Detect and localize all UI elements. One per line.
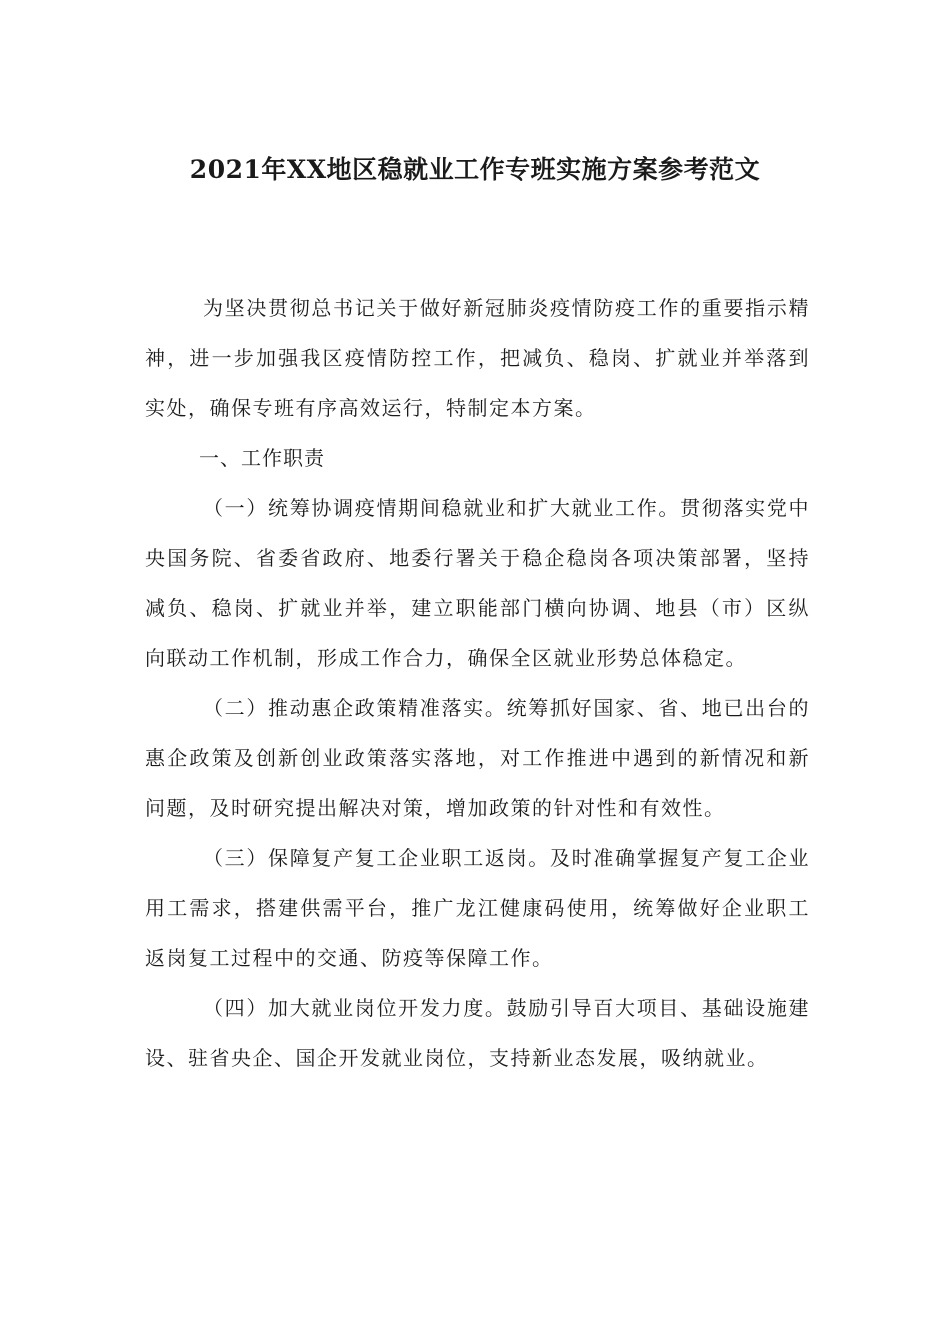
document-body [145, 283, 810, 1083]
intro-paragraph: 为坚决贯彻总书记关于做好新冠肺炎疫情防疫工作的重要指示精神，进一步加强我区疫情防控工作，把减负、稳岗、扩就业并举落到实处，确保专班有序高效运行，特制定本方案。 [145, 296, 810, 420]
duty-paragraph-1: （一）统筹协调疫情期间稳就业和扩大就业工作。贯彻落实党中央国务院、省委省政府、地委行署关于稳企稳岗各项决策部署，坚持减负、稳岗、扩就业并举，建立职能部门横向协调、地县（市）区纵向联动工作机制，形成工作合力，确保全区就业形势总体稳定。 [145, 496, 810, 670]
duty-paragraph-3: （三）保障复产复工企业职工返岗。及时准确掌握复产复工企业用工需求，搭建供需平台，推广龙江健康码使用，统筹做好企业职工返岗复工过程中的交通、防疫等保障工作。 [145, 846, 810, 970]
duty-paragraph-2: （二）推动惠企政策精准落实。统筹抓好国家、省、地已出台的惠企政策及创新创业政策落实落地，对工作推进中遇到的新情况和新问题，及时研究提出解决对策，增加政策的针对性和有效性。 [145, 696, 810, 820]
document-title: 2021年XX地区稳就业工作专班实施方案参考范文 [189, 155, 761, 184]
duty-paragraph-4: （四）加大就业岗位开发力度。鼓励引导百大项目、基础设施建设、驻省央企、国企开发就业岗位，支持新业态发展，吸纳就业。 [145, 996, 810, 1070]
section-heading-work-duties: 一、工作职责 [199, 446, 325, 470]
